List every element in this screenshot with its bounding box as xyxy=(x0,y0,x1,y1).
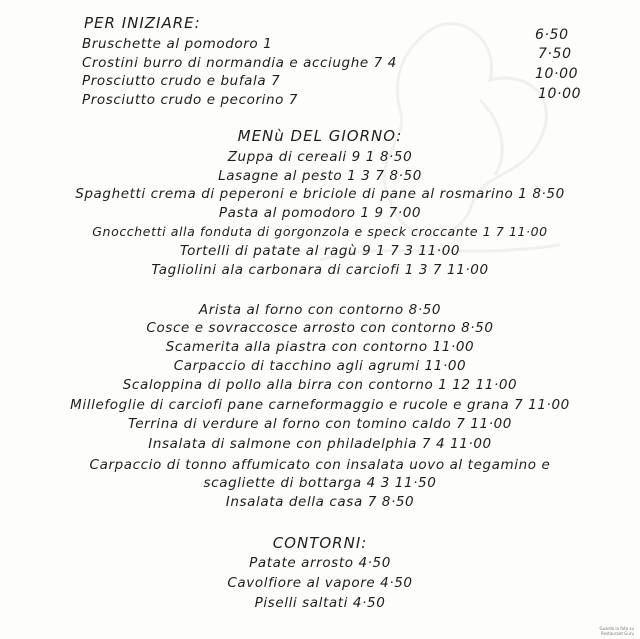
restaurant-guru-badge xyxy=(599,626,634,636)
main-item: scagliette di bottarga 4 3 11·50 xyxy=(203,475,437,491)
main-item: Carpaccio di tacchino agli agrumi 11·00 xyxy=(173,358,467,374)
main-item: Scaloppina di pollo alla birra con contorno 1 12 11·00 xyxy=(122,377,518,393)
starter-item: Prosciutto crudo e bufala 7 xyxy=(82,73,281,89)
badge-line-1: Guarda la foto su xyxy=(599,626,634,631)
side-item: Cavolfiore al vapore 4·50 xyxy=(227,575,413,591)
daily-item: Pasta al pomodoro 1 9 7·00 xyxy=(218,205,422,221)
main-item: Terrina di verdure al forno con tomino caldo 7 11·00 xyxy=(128,416,512,432)
starter-price: 6·50 xyxy=(535,27,569,43)
daily-item: Lasagne al pesto 1 3 7 8·50 xyxy=(218,168,422,184)
main-item: Arista al forno con contorno 8·50 xyxy=(198,302,442,318)
main-item: Millefoglie di carciofi pane carneformaggio e rucole e grana 7 11·00 xyxy=(70,397,570,413)
main-item: Carpaccio di tonno affumicato con insalata uovo al tegamino e xyxy=(89,457,551,473)
main-item: Insalata della casa 7 8·50 xyxy=(225,494,415,510)
main-item: Insalata di salmone con philadelphia 7 4 11·00 xyxy=(148,436,492,452)
daily-item: Gnocchetti alla fonduta di gorgonzola e speck croccante 1 7 11·00 xyxy=(92,224,548,239)
main-item: Cosce e sovraccosce arrosto con contorno 8·50 xyxy=(146,320,494,336)
daily-item: Zuppa di cereali 9 1 8·50 xyxy=(227,149,413,165)
daily-item: Tagliolini ala carbonara di carciofi 1 3 7 11·00 xyxy=(151,262,489,278)
starter-item: Prosciutto crudo e pecorino 7 xyxy=(82,92,299,108)
starter-item: Crostini burro di normandia e acciughe 7 4 xyxy=(82,55,397,71)
daily-item: Spaghetti crema di peperoni e briciole di pane al rosmarino 1 8·50 xyxy=(75,186,565,202)
starter-price: 7·50 xyxy=(538,46,572,62)
side-item: Patate arrosto 4·50 xyxy=(249,555,391,571)
starters-title: PER INIZIARE: xyxy=(84,14,201,32)
daily-item: Tortelli di patate al ragù 9 1 7 3 11·00 xyxy=(179,243,461,259)
side-item: Piselli saltati 4·50 xyxy=(254,595,386,611)
sides-title: CONTORNI: xyxy=(272,534,368,552)
daily-title: MENù DEL GIORNO: xyxy=(237,127,403,145)
starter-price: 10·00 xyxy=(538,86,582,102)
badge-line-2: Restaurant Guru xyxy=(601,631,634,636)
main-item: Scamerita alla piastra con contorno 11·00 xyxy=(165,339,475,355)
starter-price: 10·00 xyxy=(535,66,579,82)
starter-item: Bruschette al pomodoro 1 xyxy=(82,36,273,52)
